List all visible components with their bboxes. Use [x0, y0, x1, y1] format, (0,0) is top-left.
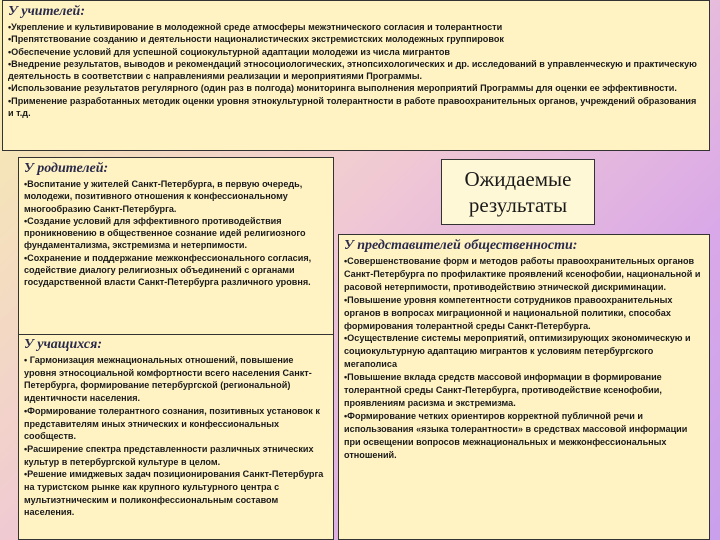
list-item: •Осуществление системы мероприятий, оптимизирующих экономическую и социокультурную адаптацию мигрантов к условиям петербургского мегаполиса: [344, 333, 691, 370]
list-item: •Решение имиджевых задач позиционирования Санкт-Петербурга на туристском рынке как крупного культурного центра с мультиэтническим и поликонфессиональным составом населения.: [24, 469, 324, 518]
list-item: •Совершенствование форм и методов работы правоохранительных органов Санкт-Петербурга по профилактике проявлений ксенофобии, национальной и расовой нетерпимости, противодействию этнической дискриминации.: [344, 256, 701, 292]
expected-results-title: [441, 159, 595, 225]
students-panel: [18, 335, 334, 540]
list-item: •Сохранение и поддержание межконфессионального согласия, содействие диалогу религиозных объединений с органами государственной власти Санкт-Петербурга различного уровня.: [24, 252, 312, 288]
public-list: [344, 255, 704, 462]
list-item: •Применение разработанных методик оценки уровня этнокультурной толерантности в работе правоохранительных органов, учреждений образования и т.д.: [8, 95, 697, 119]
expected-results-line2: результаты: [468, 193, 568, 217]
students-heading: У учащихся:: [24, 337, 102, 352]
list-item: •Обеспечение условий для успешной социокультурной адаптации молодежи из числа мигрантов: [8, 46, 451, 57]
list-item: •Формирование четких ориентиров корректной публичной речи и использования «языка толерантности» в средствах массовой информации при освещении вопросов межнациональных и межконфессиональных отношений.: [344, 410, 688, 460]
list-item: •Укрепление и культивирование в молодежной среде атмосферы межэтнического согласия и толерантности: [8, 22, 503, 32]
list-item: •Внедрение результатов, выводов и рекомендаций этносоциологических, этнопсихологических и др. исследований в управленческую и практическую деятельность в соответствии с направлениями реализации и мероприятиями Программы.: [8, 58, 697, 82]
list-item: •Расширение спектра представленности различных этнических культур в петербургской культуре в целом.: [24, 443, 314, 467]
public-panel: [338, 234, 710, 540]
teachers-list: [8, 21, 704, 119]
list-item: •Использование результатов регулярного (один раз в полгода) мониторинга выполнения мероприятий Программы для оценки ее эффективности.: [8, 83, 677, 94]
public-heading: У представителей общественности:: [344, 238, 578, 253]
list-item: •Формирование толерантного сознания, позитивных установок к представителям иных этнических и конфессиональных сообществ.: [24, 405, 320, 442]
list-item: • Гармонизация межнациональных отношений, повышение уровня этносоциальной комфортности всего населения Санкт-Петербурга, формирование петербургской (региональной) идентичности населения.: [24, 355, 312, 404]
teachers-panel: [2, 0, 710, 151]
list-item: •Создание условий для эффективного противодействия проникновению в общественное сознание идей религиозного фундаментализма, экстремизма и нетерпимости.: [24, 215, 306, 251]
parents-panel: [18, 157, 334, 335]
list-item: •Воспитание у жителей Санкт-Петербурга, в первую очередь, молодежи, позитивного отношения к конфессиональному многообразию Санкт-Петербурга.: [24, 179, 303, 214]
parents-list: [24, 178, 328, 289]
teachers-heading: У учителей:: [8, 4, 86, 19]
list-item: •Повышение вклада средств массовой информации в формирование толерантной среды Санкт-Петербурга, противодействие ксенофобии, проявлениям расизма и экстремизма.: [344, 372, 662, 408]
parents-heading: У родителей:: [24, 161, 109, 176]
students-list: [24, 354, 328, 519]
list-item: •Препятствование созданию и деятельности националистических экстремистских молодежных группировок: [8, 34, 504, 45]
expected-results-line1: Ожидаемые: [464, 167, 572, 191]
list-item: •Повышение уровня компетентности сотрудников правоохранительных органов в вопросах миграционной и национальной политики, способах формирования толерантной среды Санкт-Петербурга.: [344, 294, 673, 331]
